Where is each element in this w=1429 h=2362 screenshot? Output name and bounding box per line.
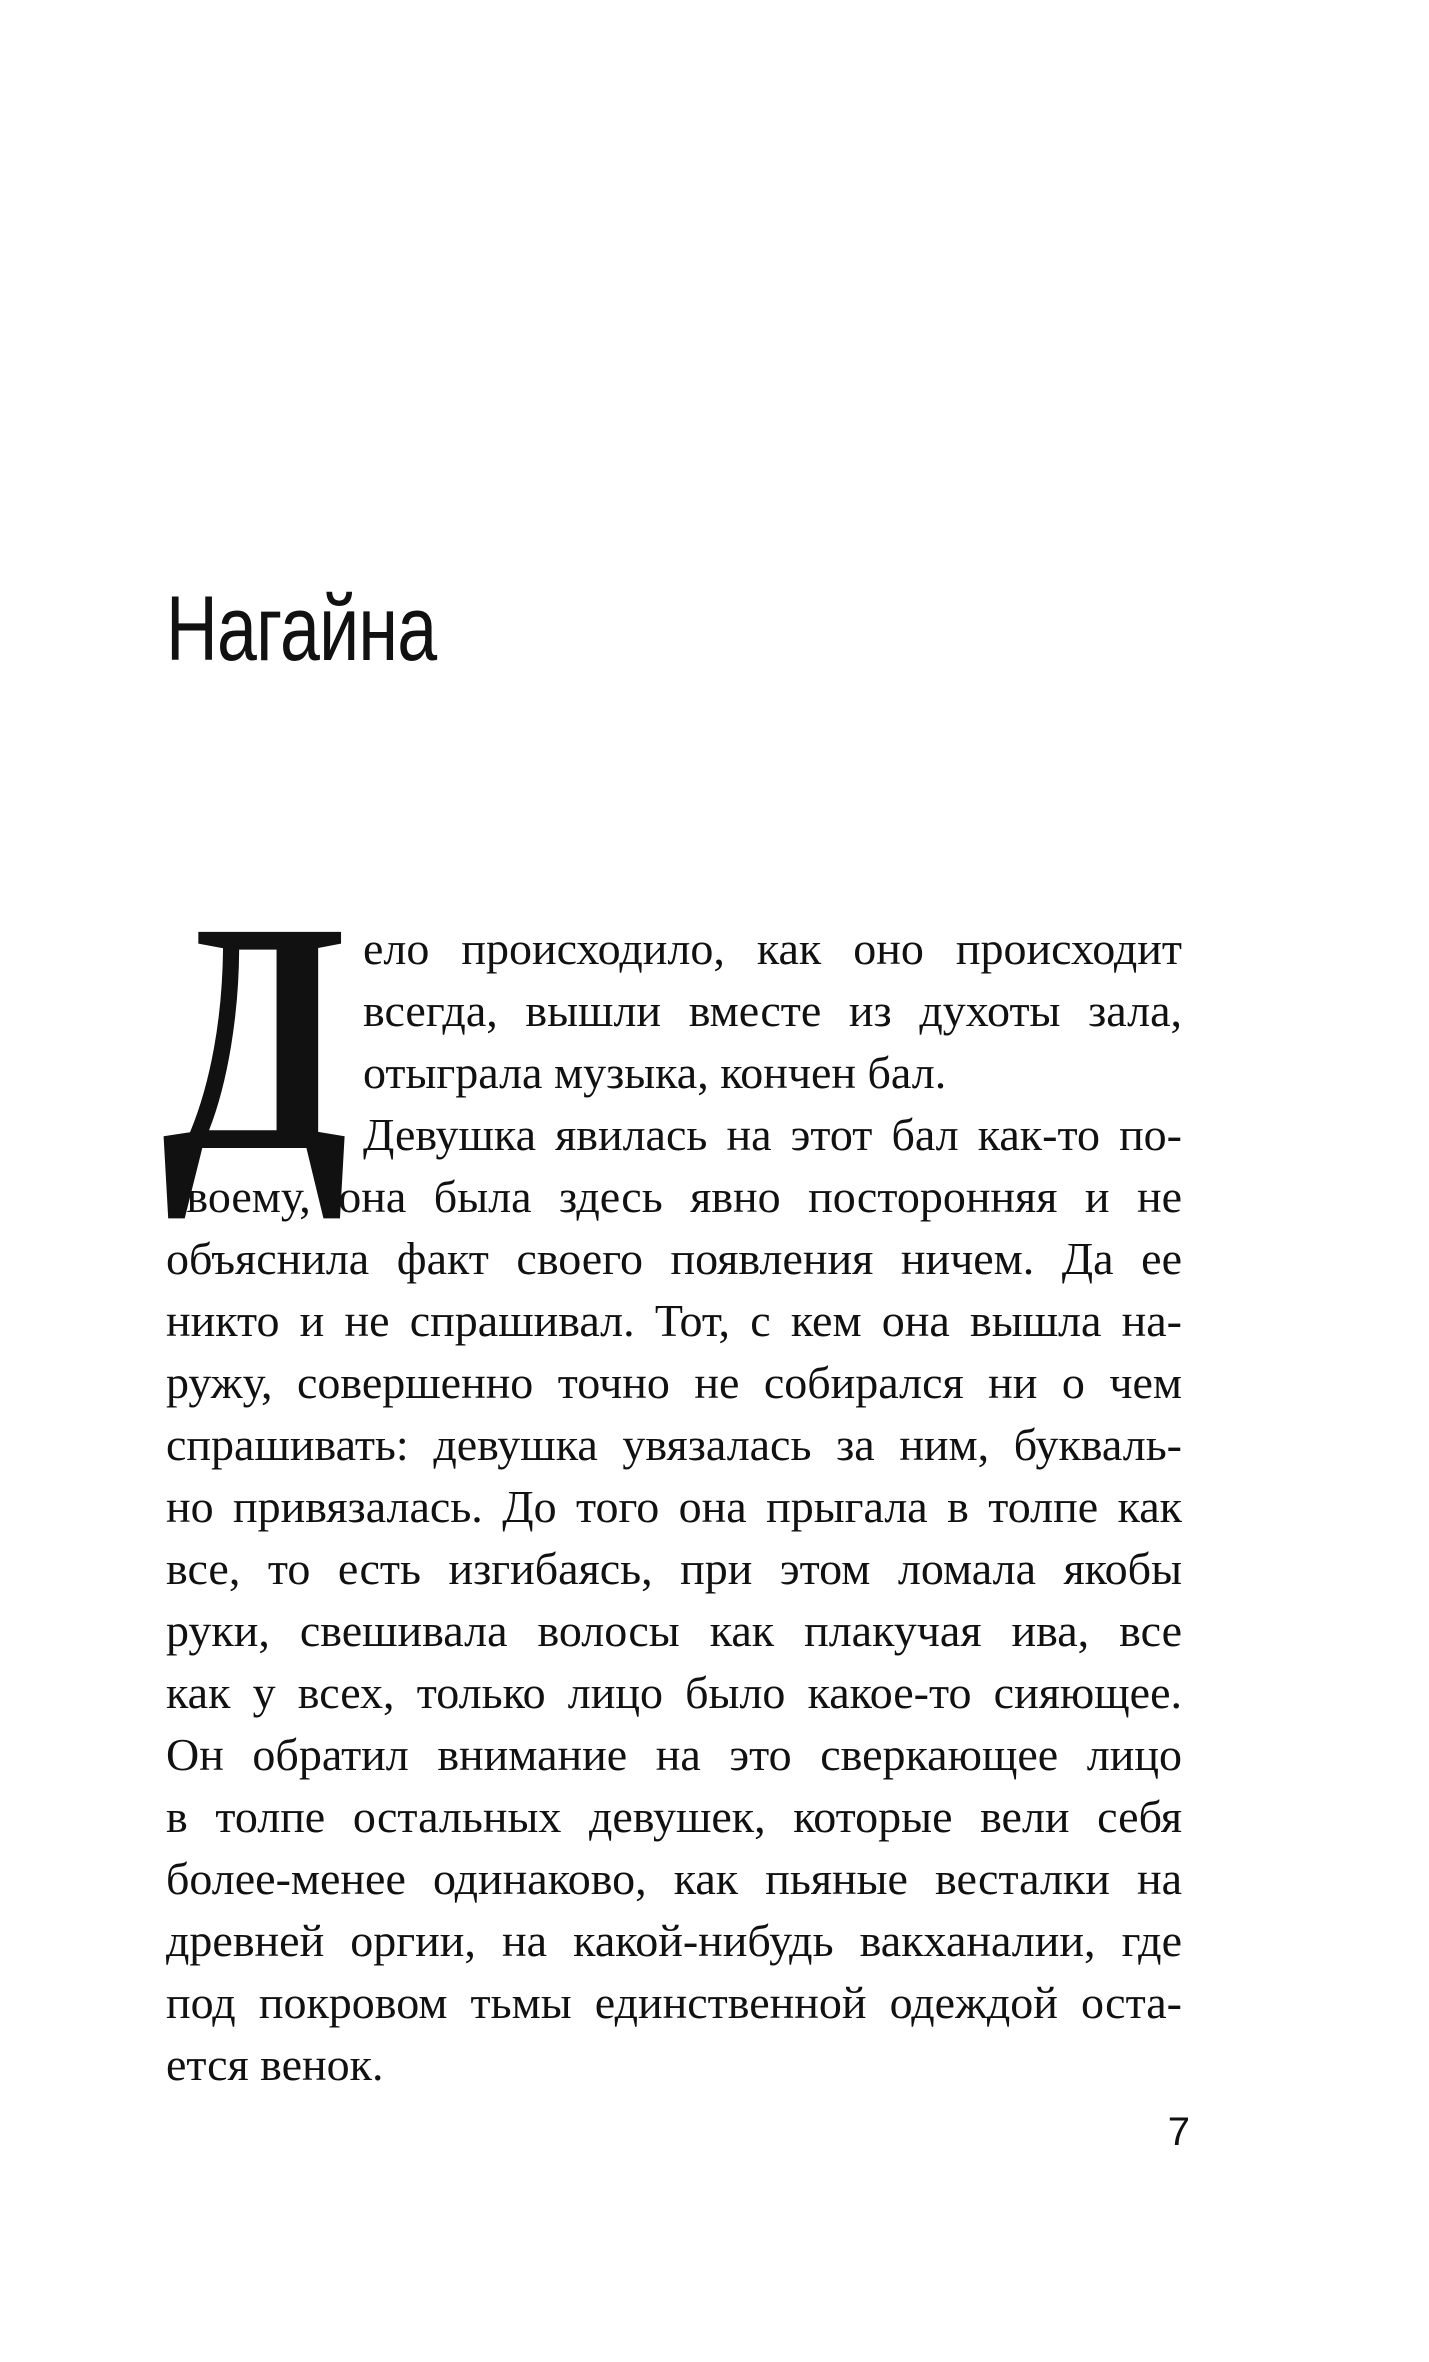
text-line: ело происходило, как оно происходит	[363, 923, 1182, 974]
text-line: отыграла музыка, кончен бал.	[363, 1047, 947, 1098]
chapter-title: Нагайна	[166, 578, 437, 680]
text-line: под покровом тьмы единственной одеждой оста-	[166, 1977, 1182, 2028]
text-line: Он обратил внимание на это сверкающее лицо	[166, 1729, 1182, 1780]
text-line: никто и не спрашивал. Тот, с кем она вышла на-	[166, 1295, 1182, 1346]
text-line: Девушка явилась на этот бал как-то по-	[363, 1109, 1182, 1160]
text-line: спрашивать: девушка увязалась за ним, букваль-	[166, 1419, 1182, 1470]
text-line: всегда, вышли вместе из духоты зала,	[363, 985, 1182, 1036]
text-line: как у всех, только лицо было какое-то сияющее.	[166, 1667, 1182, 1718]
text-line: ружу, совершенно точно не собирался ни о чем	[166, 1357, 1182, 1408]
text-line: в толпе остальных девушек, которые вели себя	[166, 1791, 1182, 1842]
page-number: 7	[1167, 2110, 1190, 2154]
text-line: все, то есть изгибаясь, при этом ломала якобы	[166, 1543, 1182, 1594]
text-line: руки, свешивала волосы как плакучая ива, все	[166, 1605, 1182, 1656]
text-line: древней оргии, на какой-нибудь вакханалии, где	[166, 1915, 1182, 1966]
text-line: своему, она была здесь явно посторонняя и не	[166, 1171, 1182, 1222]
text-line: объяснила факт своего появления ничем. Да ее	[166, 1233, 1182, 1284]
drop-cap: Д	[162, 855, 349, 1220]
body-text	[166, 918, 1182, 2096]
text-line: но привязалась. До того она прыгала в толпе как	[166, 1481, 1182, 1532]
text-line: более-менее одинаково, как пьяные весталки на	[166, 1853, 1182, 1904]
text-line: ется венок.	[166, 2039, 384, 2090]
